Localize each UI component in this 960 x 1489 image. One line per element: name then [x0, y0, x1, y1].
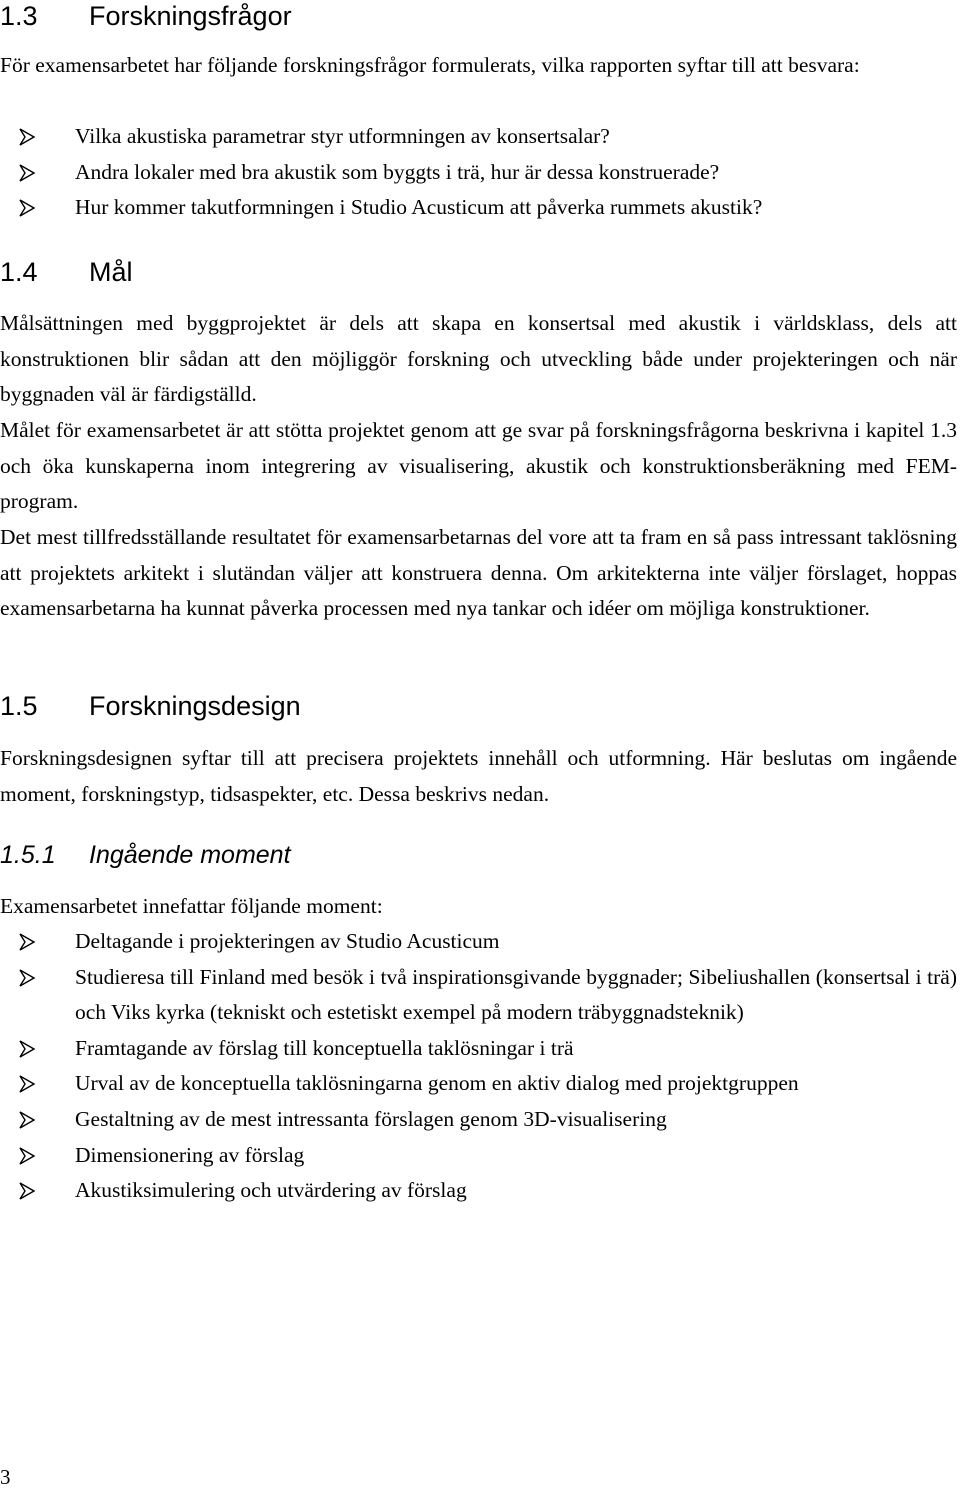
- arrowhead-bullet-icon: [18, 190, 40, 226]
- list-item-text: Deltagande i projekteringen av Studio Acusticum: [75, 929, 500, 953]
- arrowhead-bullet-icon: [18, 1138, 40, 1174]
- list-item: [0, 1031, 957, 1067]
- arrowhead-bullet-icon: [18, 155, 40, 191]
- list-item-text: Andra lokaler med bra akustik som byggts i trä, hur är dessa konstruerade?: [75, 159, 720, 184]
- list-item-text: Studieresa till Finland med besök i två inspirationsgivande byggnader; Sibeliushallen (konsertsal i trä) och Viks kyrka (tekniskt och estetiskt exempel på modern träbyggnadsteknik): [75, 964, 957, 1025]
- list-item-text: Framtagande av förslag till konceptuella taklösningar i trä: [75, 1035, 574, 1060]
- list-item: [0, 1138, 957, 1174]
- list-item-text: Dimensionering av förslag: [75, 1142, 305, 1167]
- list-item: [0, 155, 957, 191]
- section-number: 1.3: [0, 1, 38, 31]
- list-item-text: Vilka akustiska parametrar styr utformningen av konsertsalar?: [75, 124, 610, 148]
- section-number: 1.5.1: [0, 841, 56, 869]
- included-moments-list: [0, 924, 957, 1209]
- list-item: [0, 119, 957, 155]
- list-item-text: Akustiksimulering och utvärdering av förslag: [75, 1178, 467, 1203]
- list-item-text: Urval av de konceptuella taklösningarna genom en aktiv dialog med projektgruppen: [75, 1071, 799, 1096]
- research-questions-intro: För examensarbetet har följande forskningsfrågor formulerats, vilka rapporten syftar till att besvara:: [0, 53, 860, 77]
- page-number: 3: [0, 1465, 11, 1489]
- arrowhead-bullet-icon: [18, 119, 40, 155]
- arrowhead-bullet-icon: [18, 1173, 40, 1209]
- list-item: [0, 1066, 957, 1102]
- list-item-text: Hur kommer takutformningen i Studio Acusticum att påverka rummets akustik?: [75, 195, 763, 220]
- list-item-text: Gestaltning av de mest intressanta förslagen genom 3D-visualisering: [75, 1106, 667, 1131]
- goal-paragraph-2: Målet för examensarbetet är att stötta projektet genom att ge svar på forskningsfrågorna beskrivna i kapitel 1.3 och öka kunskaperna inom integrering av visualisering, akustik och konstruktionsberäkning med FEM-program.: [0, 418, 957, 514]
- arrowhead-bullet-icon: [18, 960, 40, 996]
- section-heading-1-4: [0, 256, 133, 288]
- goal-paragraph-3: Det mest tillfredsställande resultatet för examensarbetarnas del vore att ta fram en så pass intressant taklösning att projektets arkitekt i slutändan väljer att konstruera denna. Om arkitekterna inte väljer förslaget, hoppas examensarbetarna ha kunnat påverka processen med nya tankar och idéer om möjliga konstruktioner.: [0, 525, 957, 621]
- list-item: [0, 924, 957, 960]
- section-title: Forskningsdesign: [89, 691, 301, 721]
- research-design-paragraph: Forskningsdesignen syftar till att precisera projektets innehåll och utformning. Här beslutas om ingående moment, forskningstyp, tidsaspekter, etc. Dessa beskrivs nedan.: [0, 746, 957, 806]
- section-number: 1.5: [0, 691, 38, 721]
- section-number: 1.4: [0, 257, 38, 287]
- section-heading-1-3: [0, 0, 292, 32]
- list-item: [0, 190, 957, 226]
- list-item: [0, 1173, 957, 1209]
- arrowhead-bullet-icon: [18, 1102, 40, 1138]
- section-heading-1-5: [0, 690, 301, 722]
- arrowhead-bullet-icon: [18, 1066, 40, 1102]
- list-item: [0, 960, 957, 1031]
- list-item: [0, 1102, 957, 1138]
- arrowhead-bullet-icon: [18, 1031, 40, 1067]
- research-questions-list: [0, 119, 957, 226]
- included-moments-intro: Examensarbetet innefattar följande moment:: [0, 894, 383, 918]
- arrowhead-bullet-icon: [18, 924, 40, 960]
- section-title: Forskningsfrågor: [89, 1, 292, 31]
- section-title: Ingående moment: [89, 841, 291, 869]
- goal-paragraph-1: Målsättningen med byggprojektet är dels att skapa en konsertsal med akustik i världsklass, dels att konstruktionen blir sådan att den möjliggör forskning och utveckling både under projekteringen och när byggnaden väl är färdigställd.: [0, 311, 957, 407]
- section-heading-1-5-1: [0, 840, 291, 870]
- section-title: Mål: [89, 257, 133, 287]
